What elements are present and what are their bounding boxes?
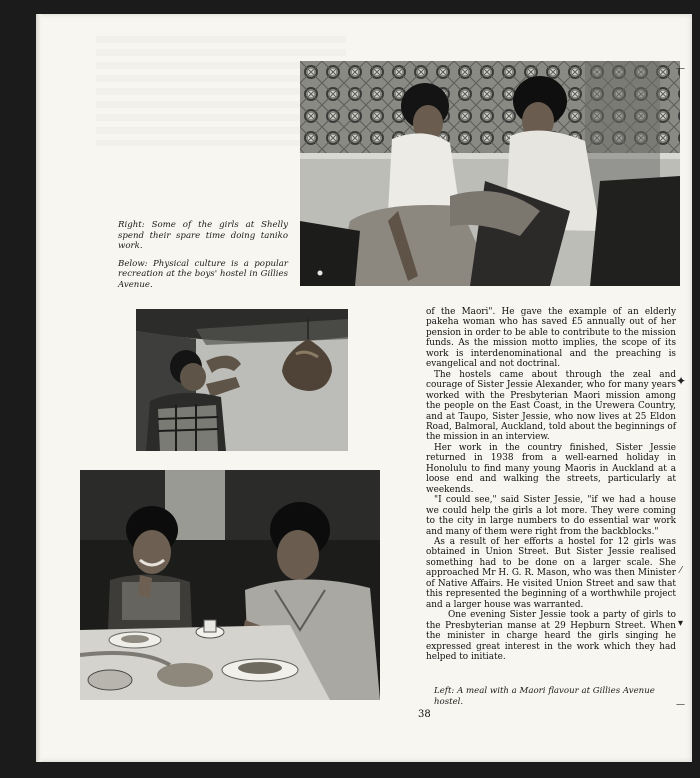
article-paragraph: of the Maori". He gave the example of an elderly pakeha woman who has saved £5 annually out of her pension in order to be able to contribute to the mission funds. As the mission motto implies, the scope of its work is interdenominational and the preaching is evangelical and not doctrinal.	[426, 307, 676, 370]
photo-meal	[80, 470, 380, 700]
caption-right-text: Some of the girls at Shelly spend their spare time doing taniko work.	[118, 220, 288, 252]
article-paragraph: As a result of her efforts a hostel for 12 girls was obtained in Union Street. But Sister Jessie realised something had to be done on a larger scale. She approached Mr H. G. R. Mason, who was then Minister of Native Affairs. He visited Union Street and saw that this represented the beginning of a worthwhile project and a larger house was warranted.	[426, 536, 676, 610]
margin-mark-icon: ▾	[678, 618, 684, 629]
caption-left-text: A meal with a Maori flavour at Gillies Avenue hostel.	[434, 686, 655, 707]
article-paragraph: One evening Sister Jessie took a party of girls to the Presbyterian manse at 29 Hepburn Street. When the minister in charge heard the girls singing he expressed great interest in the work which they had helped to initiate.	[426, 610, 676, 662]
margin-mark-icon: —	[676, 64, 685, 74]
magazine-page	[36, 14, 692, 762]
caption-below	[118, 259, 288, 291]
article-paragraph: Her work in the country finished, Sister Jessie returned in 1938 from a well-earned holiday in Honolulu to find many young Maoris in Auckland at a loose end and walking the streets, particularly at weekends.	[426, 442, 676, 495]
caption-left	[434, 686, 674, 707]
caption-right	[118, 220, 288, 252]
caption-right-below	[118, 220, 288, 298]
article-paragraph: The hostels came about through the zeal and courage of Sister Jessie Alexander, who for many years worked with the Presbyterian Maori mission among the people on the East Coast, in the Urewera Country, and at Taupo, Sister Jessie, who now lives at 25 Eldon Road, Balmoral, Auckland, told about the beginnings of the mission in an interview.	[426, 369, 676, 443]
article-paragraph: "I could see," said Sister Jessie, "if we had a house we could help the girls a lot more. They were coming to the city in large numbers to do essential war work and many of them were right from the backblocks."	[426, 495, 676, 537]
photo-punching-bag	[136, 309, 348, 451]
margin-mark-icon: ⁄	[680, 566, 682, 576]
photo-meal-image	[80, 470, 380, 700]
margin-mark-icon: ✦	[676, 374, 687, 388]
photo-taniko-girls	[300, 61, 680, 286]
page-edge	[36, 14, 41, 762]
page-number: 38	[418, 709, 431, 720]
article-body	[426, 307, 676, 662]
caption-below-label: Below:	[118, 258, 148, 269]
caption-left-label: Left:	[434, 686, 455, 696]
photo-punching-bag-image	[136, 309, 348, 451]
caption-right-label: Right:	[118, 220, 145, 230]
caption-below-text: Physical culture is a popular recreation at the boys' hostel in Gillies Avenue.	[118, 258, 288, 290]
photo-taniko-girls-image	[300, 61, 680, 286]
margin-mark-icon: —	[676, 700, 685, 710]
